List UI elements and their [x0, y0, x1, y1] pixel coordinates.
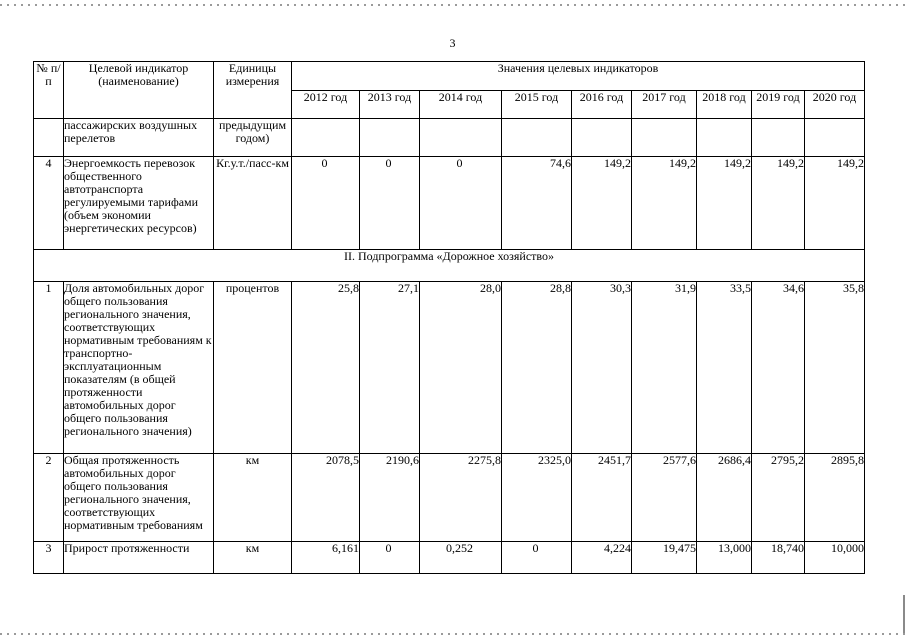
row-value: 34,6	[752, 282, 805, 454]
row-value: 149,2	[572, 157, 632, 250]
row-num: 3	[34, 542, 64, 574]
row-value	[632, 119, 697, 157]
row-value: 27,1	[360, 282, 420, 454]
row-value: 28,8	[502, 282, 572, 454]
row-value: 149,2	[697, 157, 752, 250]
row-unit: км	[214, 542, 292, 574]
row-name: Прирост протяженности	[64, 542, 214, 574]
table-row	[34, 454, 865, 542]
row-value: 10,000	[805, 542, 865, 574]
section-title: II. Подпрограмма «Дорожное хозяйство»	[34, 250, 865, 282]
row-value: 2895,8	[805, 454, 865, 542]
header-values: Значения целевых индикаторов	[292, 62, 865, 91]
row-num: 2	[34, 454, 64, 542]
row-value	[420, 119, 502, 157]
row-unit: км	[214, 454, 292, 542]
row-value	[292, 119, 360, 157]
row-unit: Кг.у.т./пасс-км	[214, 157, 292, 250]
row-value: 2190,6	[360, 454, 420, 542]
row-value: 13,000	[697, 542, 752, 574]
row-value: 149,2	[805, 157, 865, 250]
row-value: 4,224	[572, 542, 632, 574]
row-unit: предыдущим годом)	[214, 119, 292, 157]
row-value: 0	[360, 157, 420, 250]
table-row	[34, 542, 865, 574]
row-value: 2686,4	[697, 454, 752, 542]
row-value	[360, 119, 420, 157]
row-value: 2275,8	[420, 454, 502, 542]
row-value: 2577,6	[632, 454, 697, 542]
year-header: 2016 год	[572, 91, 632, 119]
row-num: 4	[34, 157, 64, 250]
row-name: Энергоемкость перевозок общественного автотранспорта регулируемыми тарифами (объем экономии энергетических ресурсов)	[64, 157, 214, 250]
row-value: 0	[502, 542, 572, 574]
table-row	[34, 119, 865, 157]
row-unit: процентов	[214, 282, 292, 454]
row-value: 0	[360, 542, 420, 574]
scan-border-bottom	[0, 633, 905, 635]
indicators-table	[33, 61, 865, 574]
year-header: 2017 год	[632, 91, 697, 119]
header-indicator: Целевой индикатор (наименование)	[64, 62, 214, 119]
row-value: 6,161	[292, 542, 360, 574]
page-number: 3	[449, 36, 456, 50]
row-value	[697, 119, 752, 157]
header-num: № п/п	[34, 62, 64, 119]
row-value: 149,2	[752, 157, 805, 250]
row-value: 30,3	[572, 282, 632, 454]
year-header: 2020 год	[805, 91, 865, 119]
year-header: 2014 год	[420, 91, 502, 119]
row-value: 149,2	[632, 157, 697, 250]
table-row	[34, 282, 865, 454]
row-value	[502, 119, 572, 157]
year-header: 2012 год	[292, 91, 360, 119]
row-value: 2325,0	[502, 454, 572, 542]
row-value: 18,740	[752, 542, 805, 574]
row-value: 0	[292, 157, 360, 250]
row-value: 0,252	[420, 542, 502, 574]
row-value: 19,475	[632, 542, 697, 574]
row-value: 2451,7	[572, 454, 632, 542]
row-name: пассажирских воздушных перелетов	[64, 119, 214, 157]
row-value: 2795,2	[752, 454, 805, 542]
table-row	[34, 157, 865, 250]
row-value: 28,0	[420, 282, 502, 454]
year-header: 2019 год	[752, 91, 805, 119]
section-row	[34, 250, 865, 282]
row-value	[572, 119, 632, 157]
header-unit: Единицы измерения	[214, 62, 292, 119]
row-value: 33,5	[697, 282, 752, 454]
row-value: 2078,5	[292, 454, 360, 542]
year-header: 2013 год	[360, 91, 420, 119]
row-value	[752, 119, 805, 157]
row-name: Общая протяженность автомобильных дорог общего пользования регионального значения, соответствующих нормативным требованиям	[64, 454, 214, 542]
row-value: 0	[420, 157, 502, 250]
row-value: 74,6	[502, 157, 572, 250]
scan-border-top	[0, 4, 905, 6]
row-value: 31,9	[632, 282, 697, 454]
row-value: 25,8	[292, 282, 360, 454]
row-num: 1	[34, 282, 64, 454]
row-value	[805, 119, 865, 157]
row-num	[34, 119, 64, 157]
year-header: 2018 год	[697, 91, 752, 119]
row-name: Доля автомобильных дорог общего пользования регионального значения, соответствующих нормативным требованиям к транспортно-эксплуатационным показателям (в общей протяженности автомобильных дорог общего пользования регионального значения)	[64, 282, 214, 454]
year-header: 2015 год	[502, 91, 572, 119]
row-value: 35,8	[805, 282, 865, 454]
